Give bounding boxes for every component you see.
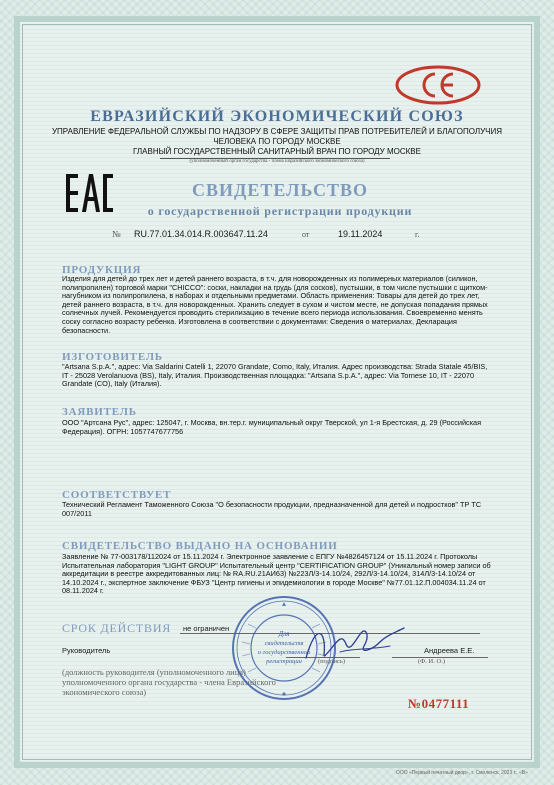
head-name: Андреева Е.Е. (424, 646, 475, 655)
printer-imprint: ООО «Первый печатный двор», г. Смоленск, 2023 г., «В» (396, 770, 528, 776)
conformity-heading: СООТВЕТСТВУЕТ (62, 489, 172, 501)
issue-date: 19.11.2024 (338, 229, 383, 239)
product-heading: ПРОДУКЦИЯ (62, 264, 142, 276)
validity-heading: СРОК ДЕЙСТВИЯ (62, 621, 172, 635)
document-title: СВИДЕТЕЛЬСТВО (191, 180, 369, 200)
head-label: Руководитель (62, 646, 111, 655)
manufacturer-text: "Artsana S.p.A.", адрес: Via Saldarini Catelli 1, 22070 Grandate, Como, Italy, Италия. Адрес производства: Strada Statale 45/BIS, IT - 25028 Verolanuova (BS), Italy, Италия. Производственная площадка: "Artsana S.p.A.", адрес: Via Tornese 10, IT - 22070 Grandate (CO), Italy (Италия). (62, 362, 488, 389)
number-symbol: № (112, 229, 121, 239)
certificate-number-row (112, 229, 442, 243)
basis-text: Заявление № 77-003178/112024 от 15.11.2024 г. Электронное заявление с ЕПГУ №4826457124 от 15.11.2024 г. Протоколы Испытательная лаборатория "LIGHT GROUP" Испытательный центр "CERTIFICATION GROUP" (Уникальный номер записи об аккредитации в реестре аккредитованных лиц: № RA.RU.21АИ63) №223Л/3-14.10/24, 292Л/3-14.10/24, 314Л/3-14.10/24 от 14.10.2024 г., экспертное заключение ФБУЗ "Центр гигиены и эпидемиологии в городе Москве" №77.01.12.П.004034.11.24 от 08.11.2024 г. (62, 552, 491, 596)
issuing-authority (40, 127, 514, 157)
basis-heading: СВИДЕТЕЛЬСТВО ВЫДАНО НА ОСНОВАНИИ (62, 540, 338, 552)
signature-icon (300, 620, 410, 670)
applicant-text: ООО "Артсана Рус", адрес: 125047, г. Москва, вн.тер.г. муниципальный округ Тверской, ул 1-я Брестская, д. 29 (Российская Федерация). ОГРН: 1057747677756 (62, 418, 482, 436)
authority-line: ЧЕЛОВЕКА ПО ГОРОДУ МОСКВЕ (213, 137, 341, 146)
position-caption: (должность руководителя (уполномоченного лица) уполномоченного органа государства - члена Евразийского экономического союза) (62, 667, 276, 697)
stamp-center-line: о государственной (257, 649, 311, 656)
name-caption: (Ф. И. О.) (418, 658, 445, 665)
signature-caption: (подпись) (318, 658, 345, 665)
validity-value: не ограничен (183, 624, 230, 633)
sanitary-service-logo-icon (395, 65, 481, 105)
union-title: ЕВРАЗИЙСКИЙ ЭКОНОМИЧЕСКИЙ СОЮЗ (90, 108, 464, 125)
certificate-number: RU.77.01.34.014.R.003647.11.24 (134, 229, 268, 239)
stamp-center-line: регистрации (266, 658, 302, 665)
stamp-center-line: свидетельств (264, 640, 304, 647)
conformity-text: Технический Регламент Таможенного Союза "О безопасности продукции, предназначенной для детей и подростков" ТР ТС 007/2011 (62, 500, 482, 518)
stamp-center-line: Для (278, 630, 290, 638)
serial-number: №0477111 (408, 696, 470, 711)
document-subtitle: о государственной регистрации продукции (147, 204, 413, 218)
authority-line: УПРАВЛЕНИЕ ФЕДЕРАЛЬНОЙ СЛУЖБЫ ПО НАДЗОРУ В СФЕРЕ ЗАЩИТЫ ПРАВ ПОТРЕБИТЕЛЕЙ И БЛАГОПОЛУЧИЯ (51, 127, 503, 136)
date-from-label: от (302, 230, 310, 239)
manufacturer-heading: ИЗГОТОВИТЕЛЬ (62, 351, 163, 363)
authority-line: ГЛАВНЫЙ ГОСУДАРСТВЕННЫЙ САНИТАРНЫЙ ВРАЧ ПО ГОРОДУ МОСКВЕ (133, 147, 421, 156)
authority-caption: (уполномоченный орган государства - члена Евразийского экономического союза) (189, 159, 365, 164)
applicant-heading: ЗАЯВИТЕЛЬ (62, 406, 137, 418)
product-text: Изделия для детей до трех лет и детей раннего возраста, в т.ч. для новорожденных из полимерных материалов (силикон, полипропилен) торговой марки "CHICCO": соски, накладки на грудь (для сосков), пустышки, в том числе пустышки с щитком-нагубником из полипропилена, в наборах и отдельными предметами. Область применения: Товары для детей до трех лет, детей раннего возраста, в т.ч. для новорожденных. Хранить следует в сухом и чистом месте, не допуская попадания прямых солнечных лучей. Рекомендуется проводить стерилизацию в течение всего периода использования. Своевременно менять соску согласно возрасту ребенка. Изготовлена в соответствии с документами: Сведения о материалах, Декларация безопасности. (62, 274, 488, 335)
year-suffix: г. (415, 230, 420, 239)
